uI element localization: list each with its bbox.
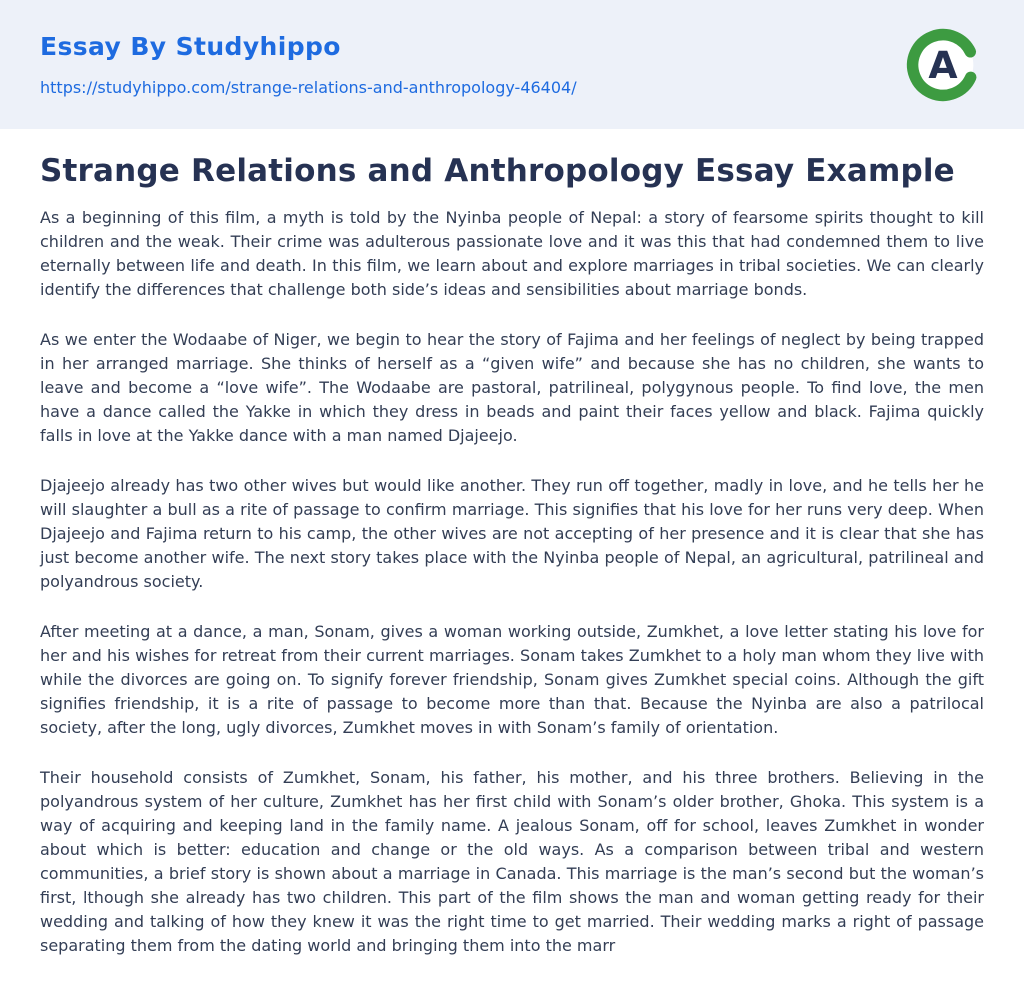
studyhippo-logo — [902, 24, 984, 106]
header-text-block — [40, 32, 577, 97]
essay-paragraph: Djajeejo already has two other wives but would like another. They run off together, madly in love, and he tells her he will slaughter a bull as a rite of passage to confirm marriage. This signifies that his love for her runs very deep. When Djajeejo and Fajima return to his camp, the other wives are not accepting of her presence and it is clear that she has just become another wife. The next story takes place with the Nyinba people of Nepal, an agricultural, patrilineal and polyandrous society. — [40, 476, 984, 592]
essay-title: Strange Relations and Anthropology Essay Example — [40, 153, 955, 189]
logo-letter: A — [928, 42, 958, 87]
logo-ring-icon — [902, 24, 984, 106]
essay-paragraph: As a beginning of this film, a myth is told by the Nyinba people of Nepal: a story of fearsome spirits thought to kill children and the weak. Their crime was adulterous passionate love and it was this that had condemned them to live eternally between life and death. In this film, we learn about and explore marriages in tribal societies. We can clearly identify the differences that challenge both side’s ideas and sensibilities about marriage bonds. — [40, 208, 984, 300]
essay-paragraph: After meeting at a dance, a man, Sonam, gives a woman working outside, Zumkhet, a love letter stating his love for her and his wishes for retreat from their current marriages. Sonam takes Zumkhet to a holy man whom they live with while the divorces are going on. To signify forever friendship, Sonam gives Zumkhet special coins. Although the gift signifies friendship, it is a rite of passage to become more than that. Because the Nyinba are also a patrilocal society, after the long, ugly divorces, Zumkhet moves in with Sonam’s family of orientation. — [40, 622, 984, 738]
essay-content — [0, 129, 1024, 958]
essay-paragraph: Their household consists of Zumkhet, Sonam, his father, his mother, and his three brothers. Believing in the polyandrous system of her culture, Zumkhet has her first child with Sonam’s older brother, Ghoka. This system is a way of acquiring and keeping land in the family name. A jealous Sonam, off for school, leaves Zumkhet in wonder about which is better: education and change or the old ways. As a comparison between tribal and western communities, a brief story is shown about a marriage in Canada. This marriage is the man’s second but the woman’s first, lthough she already has two children. This part of the film shows the man and woman getting ready for their wedding and talking of how they knew it was the right time to get married. Their wedding marks a right of passage separating them from the dating world and bringing them into the marr — [40, 768, 984, 956]
site-title: Essay By Studyhippo — [40, 32, 341, 61]
site-header — [0, 0, 1024, 129]
essay-url-link[interactable]: https://studyhippo.com/strange-relations-and-anthropology-46404/ — [40, 78, 577, 97]
essay-paragraph: As we enter the Wodaabe of Niger, we begin to hear the story of Fajima and her feelings of neglect by being trapped in her arranged marriage. She thinks of herself as a “given wife” and because she has no children, she wants to leave and become a “love wife”. The Wodaabe are pastoral, patrilineal, polygynous people. To find love, the men have a dance called the Yakke in which they dress in beads and paint their faces yellow and black. Fajima quickly falls in love at the Yakke dance with a man named Djajeejo. — [40, 330, 984, 446]
